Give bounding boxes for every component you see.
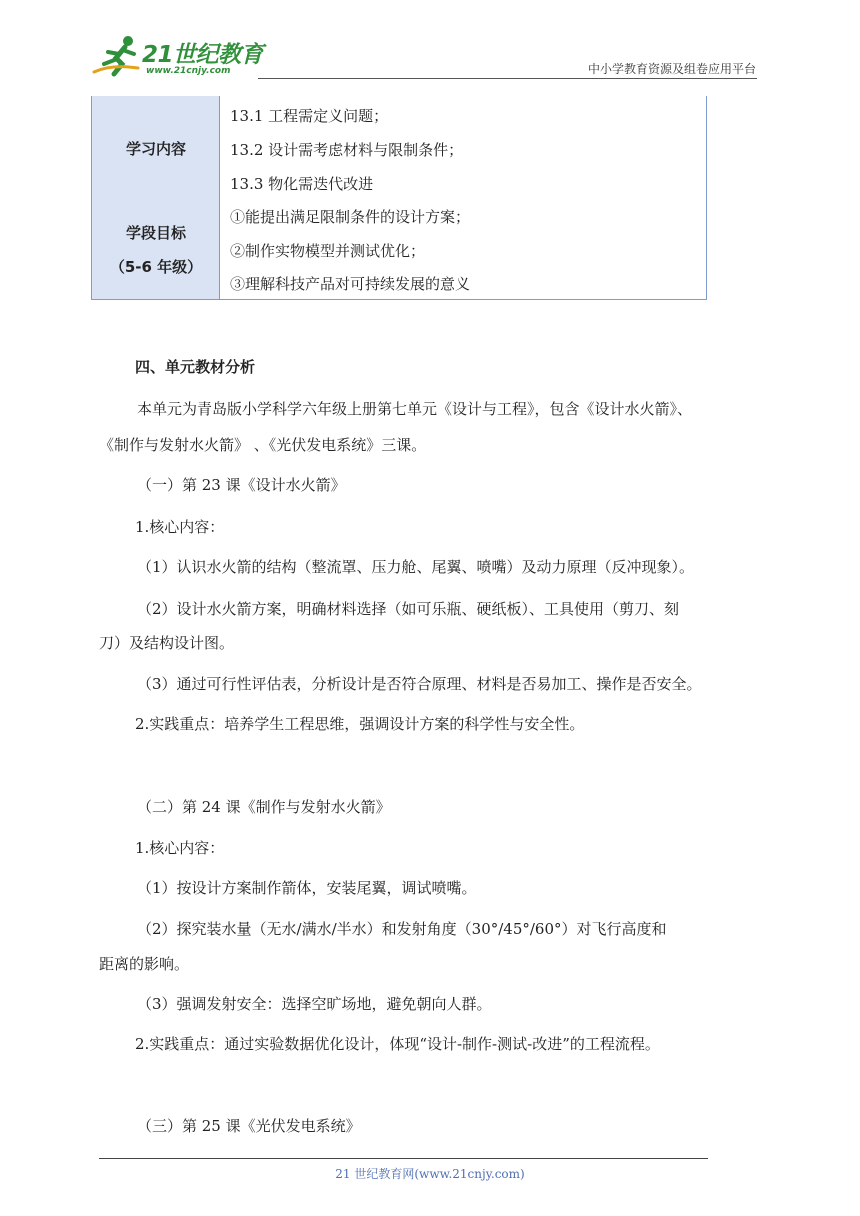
- paragraph: 刀）及结构设计图。: [99, 634, 235, 652]
- table-line: 13.1 工程需定义问题；: [230, 107, 389, 125]
- paragraph: 1.核心内容：: [135, 839, 225, 857]
- paragraph: （2）探究装水量（无水/满水/半水）和发射角度（30°/45°/60°）对飞行高度和: [137, 920, 667, 938]
- paragraph: （1）按设计方案制作箭体，安装尾翼，调试喷嘴。: [137, 879, 477, 897]
- page-header: [0, 0, 860, 90]
- paragraph: 2.实践重点：培养学生工程思维，强调设计方案的科学性与安全性。: [135, 715, 585, 733]
- paragraph: （2）设计水火箭方案，明确材料选择（如可乐瓶、硬纸板）、工具使用（剪刀、刻: [137, 600, 680, 618]
- lesson-title: （三）第 25 课《光伏发电系统》: [137, 1117, 361, 1135]
- label-stage-goal: 学段目标: [125, 224, 186, 242]
- paragraph: （3）强调发射安全：选择空旷场地，避免朝向人群。: [137, 995, 492, 1013]
- standards-table: [91, 96, 707, 300]
- header-divider: [258, 78, 757, 79]
- label-learning-content: 学习内容: [125, 140, 186, 158]
- runner-icon: [92, 34, 144, 78]
- section-title: 四、单元教材分析: [135, 358, 256, 376]
- lesson-title: （一）第 23 课《设计水火箭》: [137, 476, 346, 494]
- paragraph: 《制作与发射水火箭》 、《光伏发电系统》三课。: [99, 436, 427, 454]
- footer-divider: [99, 1158, 708, 1159]
- table-line: ②制作实物模型并测试优化；: [230, 242, 426, 260]
- paragraph: 1.核心内容：: [135, 518, 225, 536]
- label-grade: （5-6 年级）: [109, 258, 203, 276]
- paragraph: 2.实践重点：通过实验数据优化设计，体现“设计-制作-测试-改进”的工程流程。: [135, 1035, 660, 1053]
- paragraph: （1）认识水火箭的结构（整流罩、压力舱、尾翼、喷嘴）及动力原理（反冲现象）。: [137, 558, 695, 576]
- table-line: ①能提出满足限制条件的设计方案；: [230, 208, 471, 226]
- paragraph: 距离的影响。: [99, 955, 190, 973]
- site-logo[interactable]: [92, 34, 262, 84]
- logo-url: www.21cnjy.com: [146, 66, 231, 76]
- table-line: ③理解科技产品对可持续发展的意义: [230, 275, 471, 293]
- table-line: 13.2 设计需考虑材料与限制条件；: [230, 141, 464, 159]
- table-label-column: [92, 96, 220, 299]
- paragraph: （3）通过可行性评估表，分析设计是否符合原理、材料是否易加工、操作是否安全。: [137, 675, 702, 693]
- footer-link[interactable]: 21 世纪教育网(www.21cnjy.com): [335, 1167, 525, 1181]
- table-line: 13.3 物化需迭代改进: [230, 175, 374, 193]
- paragraph: 本单元为青岛版小学科学六年级上册第七单元《设计与工程》，包含《设计水火箭》、: [137, 400, 693, 418]
- lesson-title: （二）第 24 课《制作与发射水火箭》: [137, 798, 391, 816]
- platform-name: 中小学教育资源及组卷应用平台: [587, 62, 756, 76]
- logo-title: 21世纪教育: [142, 42, 264, 68]
